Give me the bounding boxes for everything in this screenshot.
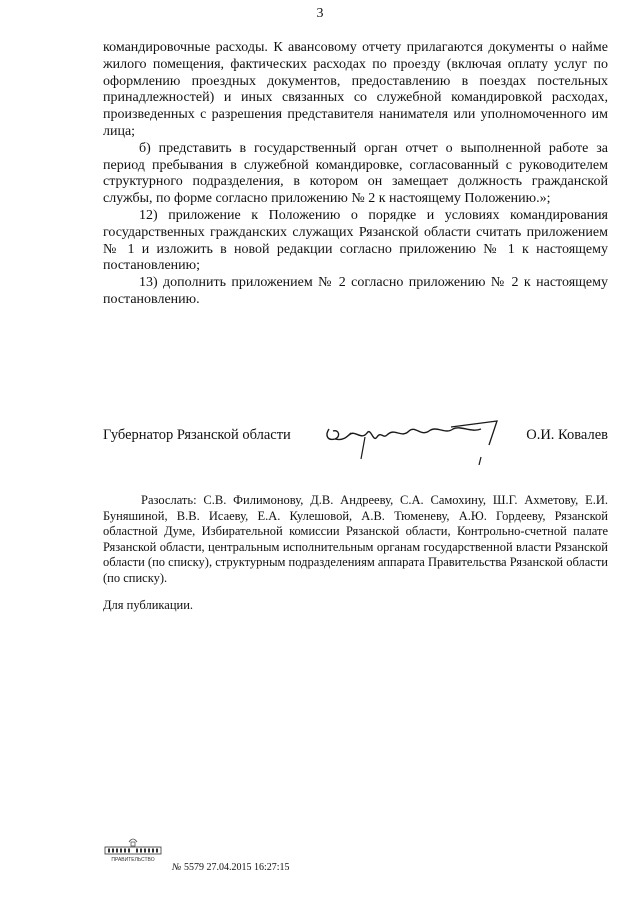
signer-title: Губернатор Рязанской области [103,427,291,443]
registration-stamp [172,862,290,873]
signer-name: О.И. Ковалев [526,427,608,443]
page-number: 3 [316,6,324,21]
distribution-list: Разослать: С.В. Филимонову, Д.В. Андрееву, С.А. Самохину, Ш.Г. Ахметову, Е.И. Буняшиной, В.В. Исаеву, Е.А. Кулешовой, А.В. Тюменеву, А.Ю. Гордееву, Рязанской областной Думе, Избирательной комиссии Рязанской области, Контрольно-счетной палате Рязанской области, центральным исполнительным органам государственной власти Рязанской области (по списку), структурным подразделениям аппарата Правительства Рязанской области (по списку). [103,493,608,585]
paragraph-2: б) представить в государственный орган отчет о выполненной работе за период пребывания в служебной командировке, согласованный с руководителем структурного подразделения, в котором он замещает должность гражданской службы, по форме согласно приложению № 2 к настоящему Положению.»; [103,140,608,207]
paragraph-3: 12) приложение к Положению о порядке и условиях командирования государственных гражданских служащих Рязанской области считать приложением № 1 и изложить в новой редакции согласно приложению № 1 к настоящему постановлению; [103,207,608,274]
publication-note: Для публикации. [103,598,194,612]
signature-block [103,425,608,449]
body-text [103,40,608,309]
government-stamp-logo [103,836,163,864]
registration-text: 5579 27.04.2015 16:27:15 [183,862,290,873]
paragraph-1: командировочные расходы. К авансовому отчету прилагаются документы о найме жилого помещения, фактических расходах по проезду (включая оплату услуг по оформлению проездных документов, предоставлению в поездах постельных принадлежностей) и иных связанных со служебной командировкой расходах, произведенных с разрешения представителя нанимателя или уполномоченного им лица; [103,40,608,139]
svg-text:ПРАВИТЕЛЬСТВО: ПРАВИТЕЛЬСТВО [111,857,155,863]
paragraph-4: 13) дополнить приложением № 2 согласно приложению № 2 к настоящему постановлению. [103,275,608,307]
handwritten-signature [321,411,511,471]
registration-sign: № [172,862,182,873]
